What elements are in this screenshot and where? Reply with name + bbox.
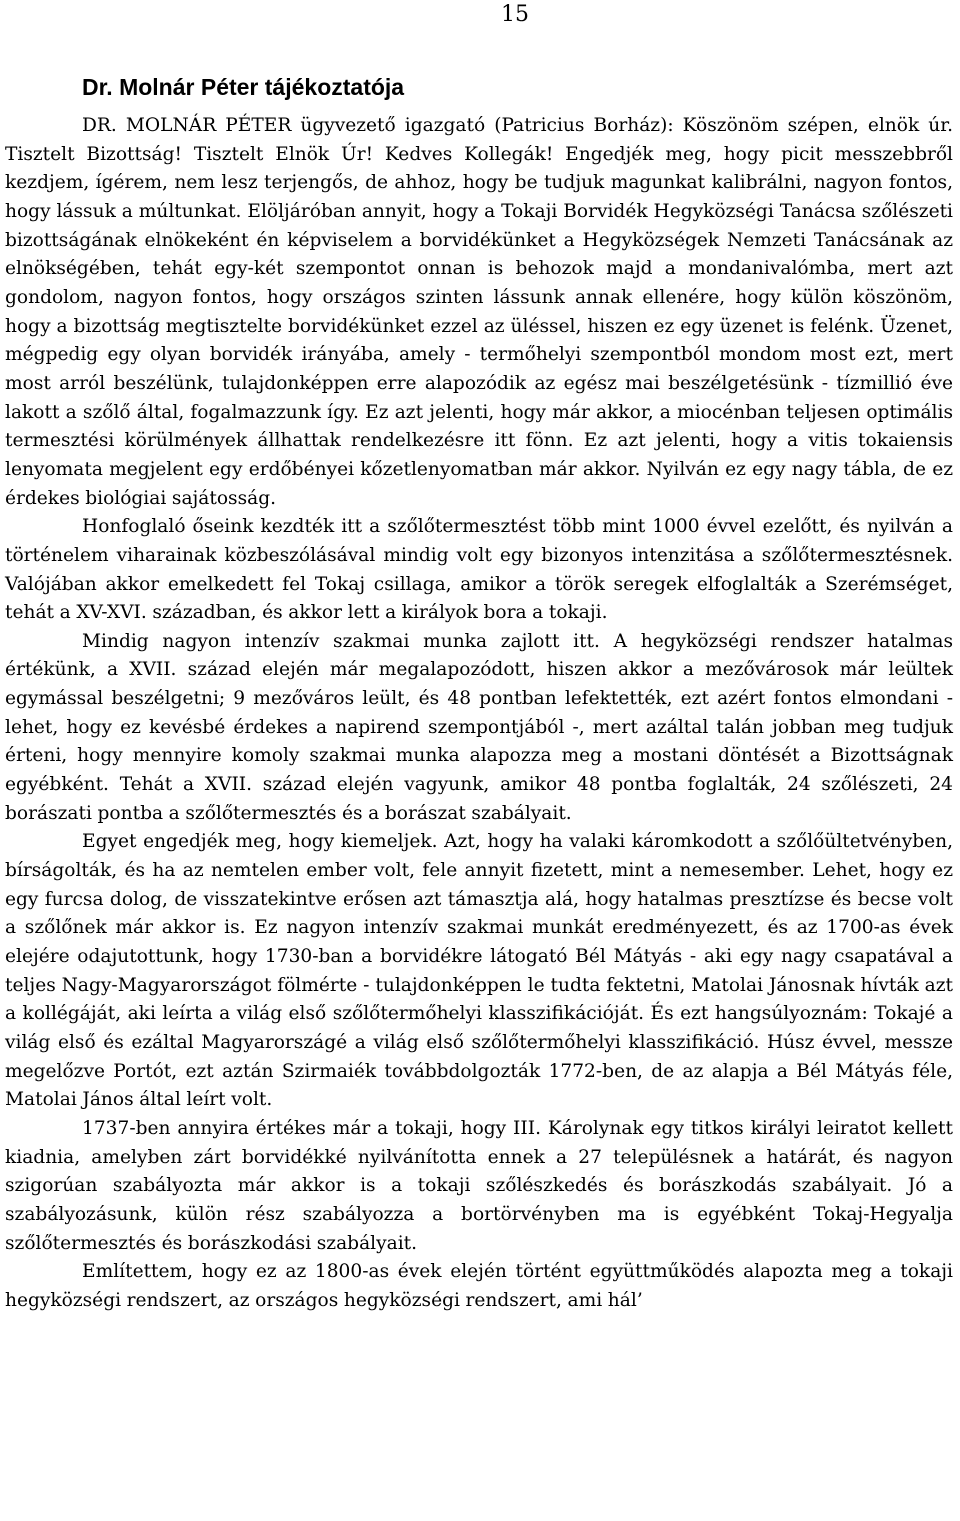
paragraph-1: DR. MOLNÁR PÉTER ügyvezető igazgató (Patricius Borház): Köszönöm szépen, elnök úr. Tisztelt Bizottság! Tisztelt Elnök Úr! Kedves Kollegák! Engedjék meg, hogy picit messzebbről kezdjem, ígérem, nem lesz terjengős, de ahhoz, hogy be tudjuk magunkat kalibrálni, nagyon fontos, hogy lássuk a múltunkat. Elöljáróban annyit, hogy a Tokaji Borvidék Hegyközségi Tanácsa szőlészeti bizottságának elnökeként én képviselem a borvidékünket a Hegyközségek Nemzeti Tanácsának az elnökségében, tehát egy-két szempontot onnan is behozok majd a mondanivalómba, mert azt gondolom, nagyon fontos, hogy országos szinten lássunk annak ellenére, hogy külön köszönöm, hogy a bizottság megtisztelte borvidékünket ezzel az üléssel, hiszen ez egy üzenet is felénk. Üzenet, mégpedig egy olyan borvidék irányába, amely - termőhelyi szempontból mondom most ezt, mert most arról beszélünk, tulajdonképpen erre alapozódik az egész mai beszélgetésünk - tízmillió éve lakott a szőlő által, fogalmazzunk így. Ez azt jelenti, hogy már akkor, a miocénban teljesen optimális termesztési körülmények állhattak rendelkezésre itt fönn. Ez azt jelenti, hogy a vitis tokaiensis lenyomata megjelent egy erdőbényei kőzetlenyomatban már akkor. Nyilván ez egy nagy tábla, de ez érdekes biológiai sajátosság. xyxy=(5,115,953,509)
paragraph-5: 1737-ben annyira értékes már a tokaji, hogy III. Károlynak egy titkos királyi leiratot kellett kiadnia, amelyben zárt borvidékké nyilvánította ennek a 27 településnek a határát, és nagyon szigorúan szabályozta már akkor is a tokaji szőlészkedés és borászkodás szabályait. Jó a szabályozásunk, külön rész szabályozza a bortörvényben ma is egyébként Tokaj-Hegyalja szőlőtermesztés és borászkodási szabályait. xyxy=(5,1117,953,1254)
section-heading: Dr. Molnár Péter tájékoztatója xyxy=(82,74,405,100)
paragraph-2: Honfoglaló őseink kezdték itt a szőlőtermesztést több mint 1000 évvel ezelőtt, és nyilván a történelem viharainak közbeszólásával mindig volt egy bizonyos intenzitása a szőlőtermesztésnek. Valójában akkor emelkedett fel Tokaj csillaga, amikor a török seregek elfoglalták a Szerémséget, tehát a XV-XVI. században, és akkor lett a királyok bora a tokaji. xyxy=(5,516,953,624)
page-number: 15 xyxy=(501,2,529,27)
document-body xyxy=(5,70,953,1316)
paragraph-3: Mindig nagyon intenzív szakmai munka zajlott itt. A hegyközségi rendszer hatalmas értékünk, a XVII. század elején már megalapozódott, hiszen akkor a mezővárosok már leültek egymással beszélgetni; 9 mezőváros leült, és 48 pontban lefektették, ezt azért fontos elmondani - lehet, hogy ez kevésbé érdekes a napirend szempontjából -, mert azáltal talán jobban meg tudjuk érteni, hogy mennyire komoly szakmai munka alapozza meg a mostani döntését a Bizottságnak egyébként. Tehát a XVII. század elején vagyunk, amikor 48 pontba foglalták, 24 szőlészeti, 24 borászati pontba a szőlőtermesztés és a borászat szabályait. xyxy=(5,630,953,824)
paragraph-4: Egyet engedjék meg, hogy kiemeljek. Azt, hogy ha valaki káromkodott a szőlőültetvényben, bírságolták, és ha az nemtelen ember volt, fele annyit fizetett, mint a nemesember. Lehet, hogy ez egy furcsa dolog, de visszatekintve erősen azt támasztja alá, hogy hatalmas presztízse és becse volt a szőlőnek már akkor is. Ez nagyon intenzív szakmai munkát eredményezett, és az 1700-as évek elejére odajutottunk, hogy 1730-ban a borvidékre látogató Bél Mátyás - aki egy nagy csapatával a teljes Nagy-Magyarországot fölmérte - tulajdonképpen le tudta fektetni, Matolai Jánosnak hívták azt a kollégáját, aki leírta a világ első szőlőtermőhelyi klasszifikációját. És ezt hangsúlyoznám: Tokajé a világ első és ezáltal Magyarországé a világ első szőlőtermőhelyi klasszifikáció. Húsz évvel, messze megelőzve Portót, ezt aztán Szirmaiék továbbdolgozták 1772-ben, de az alapja a Bél Mátyás féle, Matolai János által leírt volt. xyxy=(5,831,953,1111)
paragraph-6: Említettem, hogy ez az 1800-as évek elején történt együttműködés alapozta meg a tokaji hegyközségi rendszert, az országos hegyközségi rendszert, ami hál’ xyxy=(5,1261,953,1311)
